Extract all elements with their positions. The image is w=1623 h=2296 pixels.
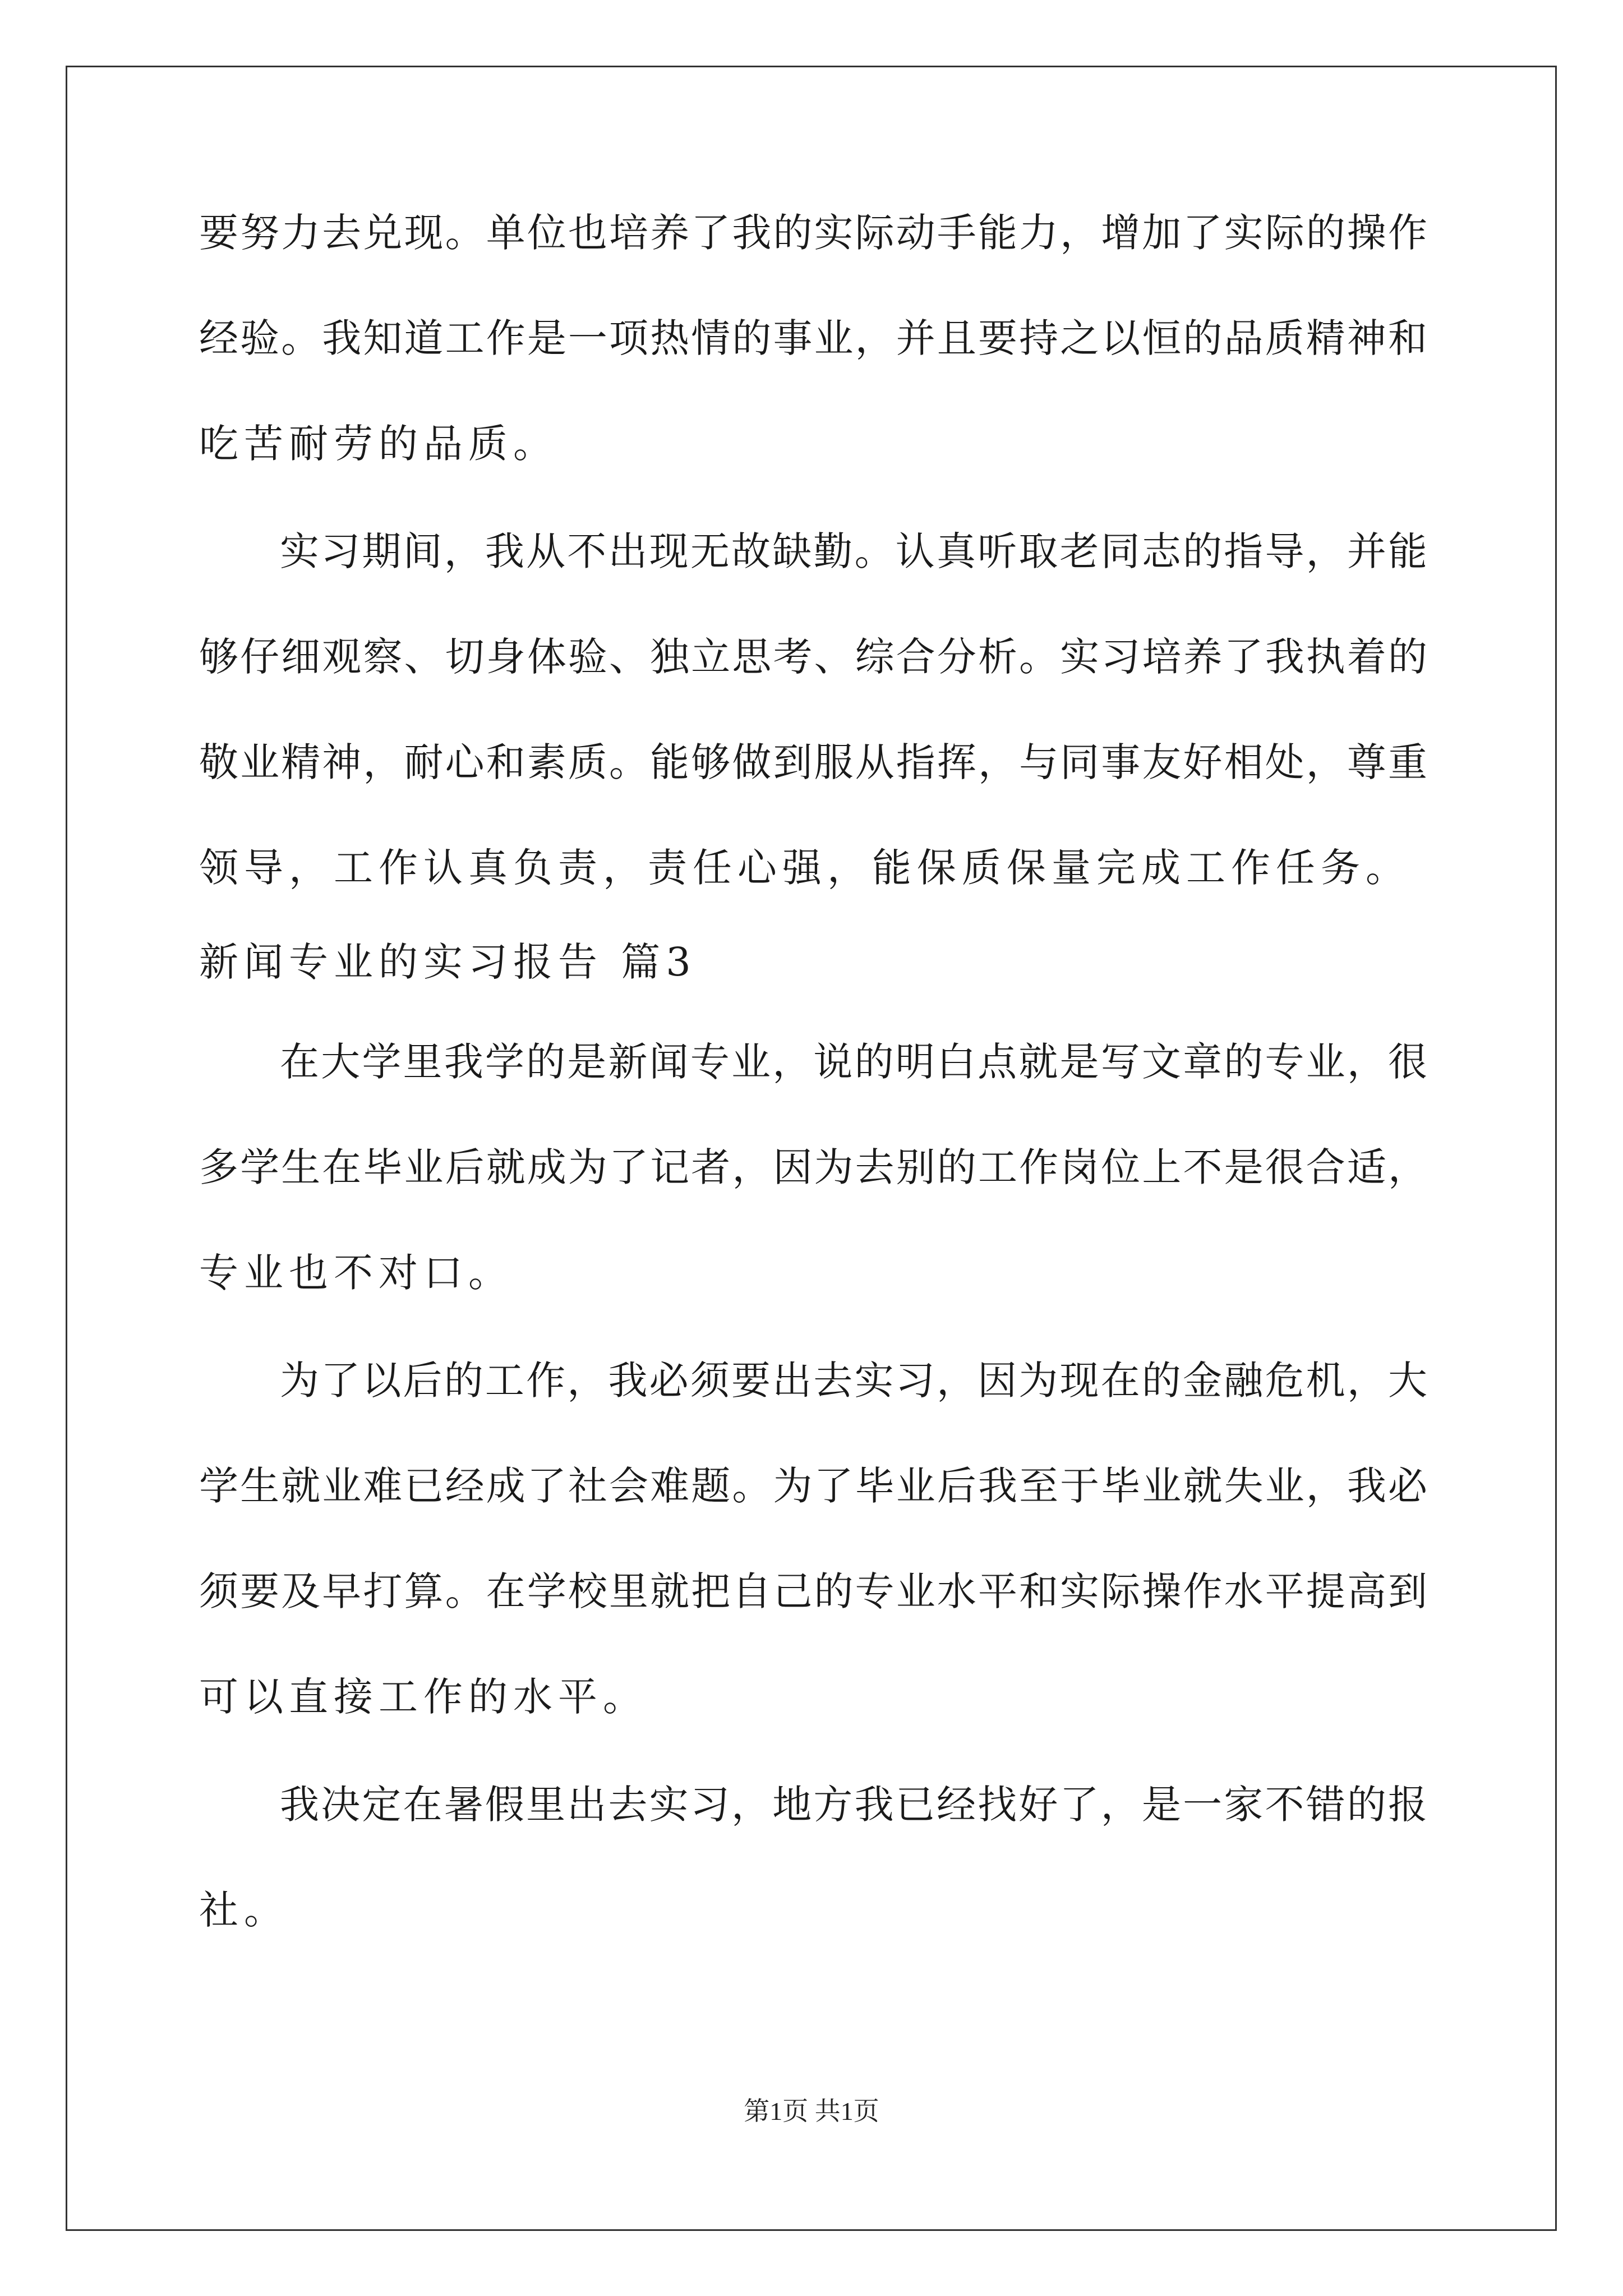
text-line: 专业也不对口。	[199, 1250, 513, 1296]
text-line: 可以直接工作的水平。	[199, 1674, 648, 1720]
text-line: 学生就业难已经成了社会难题。为了毕业后我至于毕业就失业，我必	[199, 1463, 1430, 1509]
paragraph-first-line: 实习期间，我从不出现无故缺勤。认真听取老同志的指导，并能	[280, 528, 1430, 574]
paragraph-first-line: 我决定在暑假里出去实习，地方我已经找好了，是一家不错的报	[280, 1782, 1430, 1828]
text-line: 敬业精神，耐心和素质。能够做到服从指挥，与同事友好相处，尊重	[199, 739, 1430, 785]
text-line: 领导，工作认真负责，责任心强，能保质保量完成工作任务。	[199, 845, 1410, 891]
paragraph-first-line: 为了以后的工作，我必须要出去实习，因为现在的金融危机，大	[280, 1358, 1430, 1404]
text-line: 经验。我知道工作是一项热情的事业，并且要持之以恒的品质精神和	[199, 315, 1430, 361]
page-number-footer: 第1页 共1页	[744, 2097, 879, 2125]
text-line: 社。	[199, 1887, 289, 1933]
text-line: 要努力去兑现。单位也培养了我的实际动手能力，增加了实际的操作	[199, 210, 1430, 256]
text-line: 须要及早打算。在学校里就把自己的专业水平和实际操作水平提高到	[199, 1568, 1430, 1614]
text-line: 吃苦耐劳的品质。	[199, 421, 558, 467]
section-heading: 新闻专业的实习报告 篇3	[199, 939, 697, 985]
text-line: 够仔细观察、切身体验、独立思考、综合分析。实习培养了我执着的	[199, 634, 1430, 680]
text-line: 多学生在毕业后就成为了记者，因为去别的工作岗位上不是很合适，	[199, 1144, 1430, 1190]
paragraph-first-line: 在大学里我学的是新闻专业，说的明白点就是写文章的专业，很	[280, 1039, 1430, 1085]
